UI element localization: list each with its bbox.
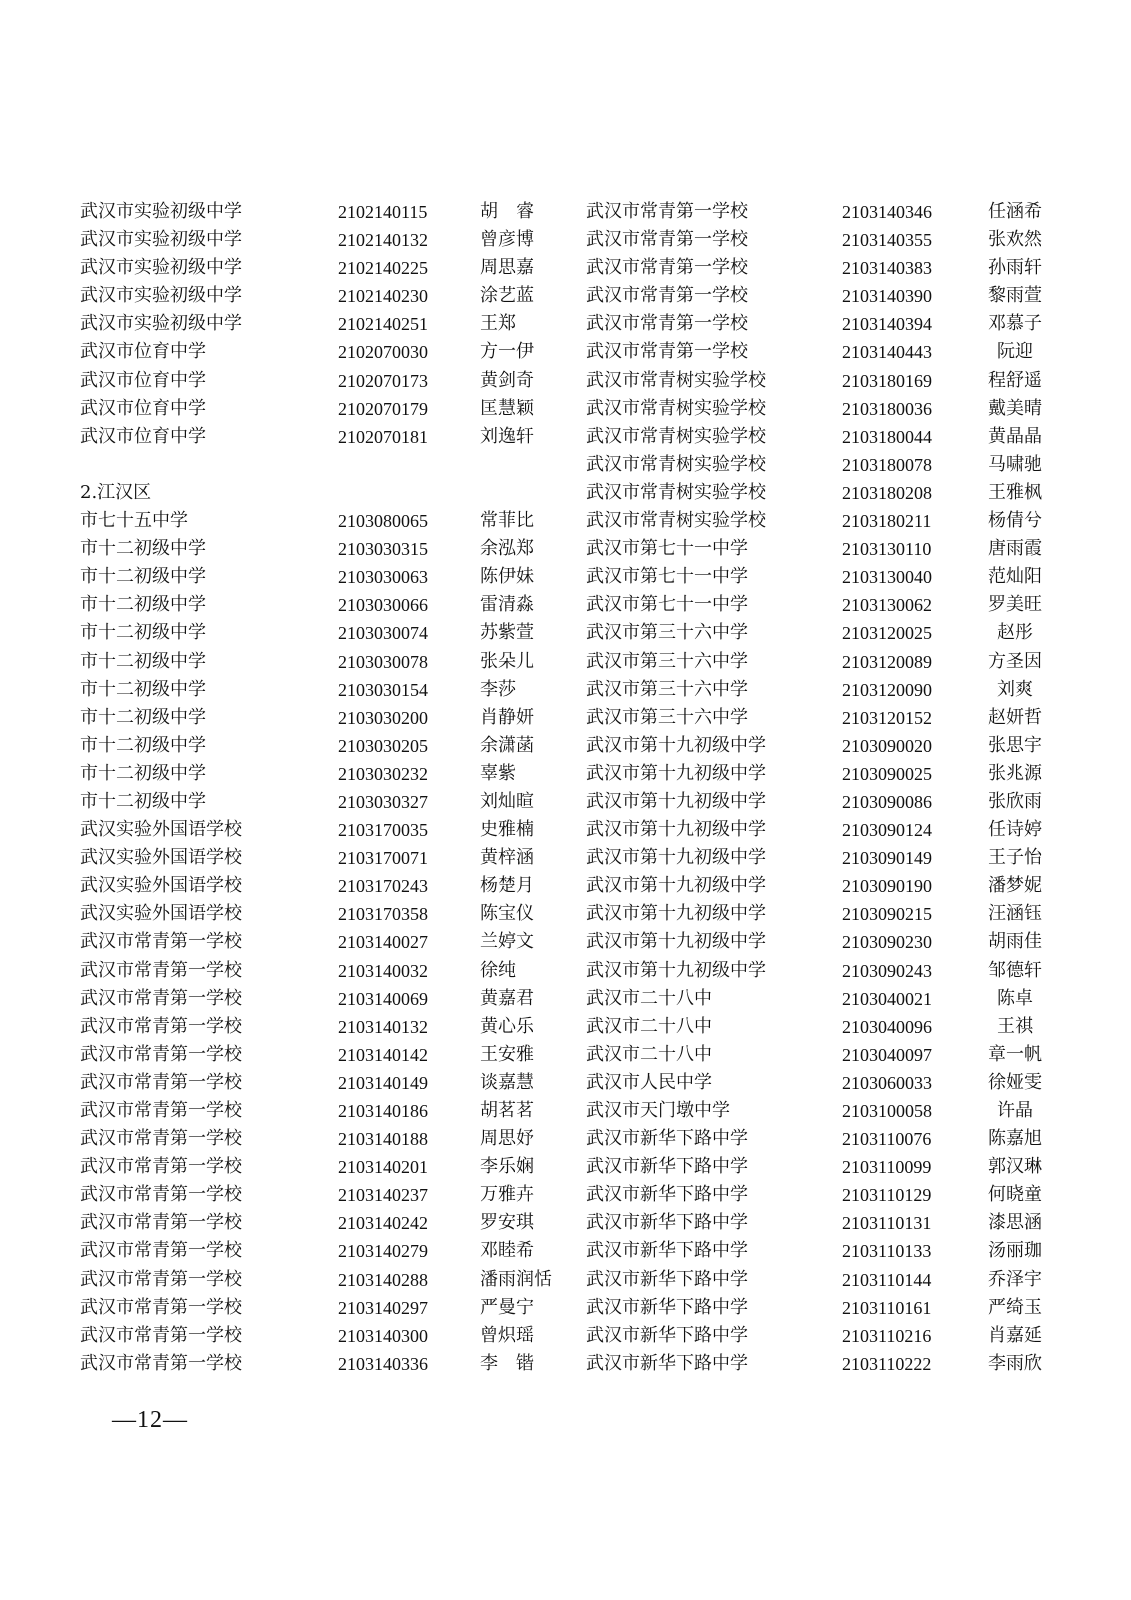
school-cell: 武汉市实验初级中学: [80, 201, 242, 222]
id-cell: 2102140225: [338, 258, 428, 279]
name-cell: 黄嘉君: [480, 987, 534, 1009]
school-cell: 武汉市第三十六中学: [586, 706, 748, 728]
section-title: 2.江汉区: [80, 481, 152, 503]
name-cell: 程舒遥: [988, 369, 1042, 391]
name-cell: 辜紫: [480, 762, 516, 784]
school-cell: 武汉市第三十六中学: [586, 678, 748, 700]
name-cell: 谈嘉慧: [480, 1071, 534, 1093]
id-cell: 2103090215: [842, 904, 932, 925]
name-cell: 何晓童: [988, 1184, 1042, 1206]
school-cell: 武汉市常青第一学校: [80, 1352, 242, 1374]
name-cell: 方一伊: [480, 341, 534, 363]
blank-line: [80, 451, 151, 479]
id-cell: 2103180169: [842, 370, 932, 391]
name-cell: 汤丽珈: [988, 1240, 1042, 1262]
school-cell: 武汉市新华下路中学: [586, 1212, 748, 1234]
id-cell: 2103030315: [338, 539, 428, 560]
school-cell: 武汉市新华下路中学: [586, 1184, 748, 1206]
name-cell: 赵妍哲: [988, 706, 1042, 728]
id-cell: 2103110133: [842, 1241, 932, 1262]
id-cell: 2103120025: [842, 623, 932, 644]
school-cell: 武汉市第十九初级中学: [586, 875, 766, 897]
id-cell: 2103090230: [842, 932, 932, 953]
id-cell: 2103090149: [842, 848, 932, 869]
name-cell: 李雨欣: [988, 1352, 1042, 1374]
name-cell: 唐雨霞: [988, 538, 1042, 560]
id-cell: 2102140132: [338, 230, 428, 251]
id-cell: 2103040096: [842, 1016, 932, 1037]
name-cell: 严绮玉: [988, 1296, 1042, 1318]
name-cell: 李乐娴: [480, 1156, 534, 1178]
name-cell: 肖嘉延: [988, 1324, 1042, 1346]
school-cell: 武汉市常青第一学校: [80, 1268, 242, 1290]
id-cell: 2103030327: [338, 791, 428, 812]
left-list-top: [80, 198, 534, 451]
name-cell: 史雅楠: [480, 819, 534, 841]
school-cell: 武汉市常青第一学校: [586, 257, 748, 279]
school-cell: 武汉市常青第一学校: [80, 1128, 242, 1150]
name-cell: 王子怡: [988, 847, 1042, 869]
school-cell: 武汉市常青第一学校: [80, 1043, 242, 1065]
name-cell: 汪涵钰: [988, 903, 1042, 925]
id-cell: 2103170243: [338, 876, 428, 897]
id-cell: 2103170071: [338, 848, 428, 869]
school-cell: 武汉市常青第一学校: [586, 285, 748, 307]
name-cell: 李 锴: [480, 1352, 534, 1374]
table-row: [80, 957, 516, 985]
name-cell: 陈宝仪: [480, 903, 534, 925]
table-row: [80, 704, 534, 732]
name-cell: 王安雅: [480, 1043, 534, 1065]
school-cell: 武汉市常青第一学校: [80, 1324, 242, 1346]
school-cell: 武汉市常青第一学校: [80, 1296, 242, 1318]
school-cell: 武汉市常青第一学校: [80, 1240, 242, 1262]
table-row: [80, 1153, 534, 1181]
table-row: [80, 535, 534, 563]
id-cell: 2103140383: [842, 258, 932, 279]
table-row: [80, 1266, 552, 1294]
school-cell: 武汉实验外国语学校: [80, 903, 242, 925]
id-cell: 2103130040: [842, 567, 932, 588]
school-cell: 武汉市第三十六中学: [586, 650, 748, 672]
id-cell: 2103140336: [338, 1353, 428, 1374]
school-cell: 武汉市第七十一中学: [586, 594, 748, 616]
id-cell: 2103090243: [842, 960, 932, 981]
id-cell: 2103110161: [842, 1297, 932, 1318]
name-cell: 黎雨萱: [988, 285, 1042, 307]
school-cell: 武汉实验外国语学校: [80, 819, 242, 841]
name-cell: 周思嘉: [480, 257, 534, 279]
id-cell: 2103180211: [842, 511, 932, 532]
id-cell: 2103170035: [338, 820, 428, 841]
name-cell: 胡 睿: [480, 201, 534, 222]
school-cell: 武汉市第十九初级中学: [586, 734, 766, 756]
id-cell: 2103180078: [842, 454, 932, 475]
name-cell: 胡茗茗: [480, 1100, 534, 1121]
left-column: [80, 198, 552, 1378]
name-cell: 方圣因: [988, 650, 1042, 672]
name-cell: 张朵儿: [480, 650, 534, 672]
table-row: [80, 1041, 534, 1069]
name-cell: 任涵希: [988, 201, 1042, 222]
school-cell: 武汉市常青树实验学校: [586, 369, 766, 391]
id-cell: 2103030066: [338, 595, 428, 616]
school-cell: 市十二初级中学: [80, 538, 206, 560]
school-cell: 武汉市第七十一中学: [586, 538, 748, 560]
id-cell: 2103110099: [842, 1157, 932, 1178]
name-cell: 孙雨轩: [988, 257, 1042, 279]
name-cell: 张思宇: [988, 734, 1042, 756]
table-row: [80, 619, 534, 647]
id-cell: 2103040021: [842, 988, 932, 1009]
id-cell: 2103110131: [842, 1213, 932, 1234]
school-cell: 武汉市常青第一学校: [80, 1156, 242, 1178]
table-row: [80, 1181, 534, 1209]
school-cell: 武汉市实验初级中学: [80, 285, 242, 307]
school-cell: 武汉市位育中学: [80, 369, 206, 391]
table-row: [80, 760, 516, 788]
name-cell: 乔泽宇: [988, 1268, 1042, 1290]
table-row: [80, 591, 534, 619]
name-cell: 范灿阳: [988, 566, 1042, 588]
school-cell: 武汉市二十八中: [586, 1015, 712, 1037]
name-cell: 余潇菡: [480, 734, 534, 756]
left-list-bottom: [80, 507, 552, 1378]
name-cell: 杨倩兮: [988, 510, 1042, 532]
id-cell: 2103030063: [338, 567, 428, 588]
table-row: [80, 1125, 534, 1153]
school-cell: 武汉市常青第一学校: [586, 341, 748, 363]
id-cell: 2103030232: [338, 763, 428, 784]
table-row: [80, 282, 534, 310]
school-cell: 市七十五中学: [80, 510, 188, 532]
id-cell: 2102140115: [338, 202, 428, 222]
name-cell: 王祺: [997, 1015, 1033, 1037]
school-cell: 武汉市第十九初级中学: [586, 959, 766, 981]
school-cell: 武汉市新华下路中学: [586, 1296, 748, 1318]
table-row: [80, 788, 534, 816]
name-cell: 邹德轩: [988, 959, 1042, 981]
school-cell: 武汉市常青树实验学校: [586, 510, 766, 532]
id-cell: 2103090086: [842, 791, 932, 812]
name-cell: 赵彤: [997, 622, 1033, 644]
table-row: [80, 198, 534, 226]
name-cell: 徐娅雯: [988, 1071, 1042, 1093]
id-cell: 2103140069: [338, 988, 428, 1009]
name-cell: 匡慧颖: [480, 397, 534, 419]
school-cell: 武汉实验外国语学校: [80, 875, 242, 897]
id-cell: 2103180208: [842, 482, 932, 503]
table-row: [80, 928, 534, 956]
table-row: [80, 1237, 534, 1265]
name-cell: 王雅枫: [988, 481, 1042, 503]
name-cell: 李莎: [480, 678, 516, 700]
id-cell: 2103100058: [842, 1101, 932, 1121]
id-cell: 2103080065: [338, 511, 428, 532]
id-cell: 2103040097: [842, 1044, 932, 1065]
school-cell: 武汉市常青第一学校: [80, 959, 242, 981]
school-cell: 市十二初级中学: [80, 594, 206, 616]
id-cell: 2103090020: [842, 735, 932, 756]
name-cell: 万雅卉: [480, 1184, 534, 1206]
school-cell: 武汉市天门墩中学: [586, 1100, 730, 1121]
school-cell: 市十二初级中学: [80, 706, 206, 728]
id-cell: 2103030205: [338, 735, 428, 756]
school-cell: 武汉市常青树实验学校: [586, 481, 766, 503]
table-row: [80, 648, 534, 676]
id-cell: 2103180036: [842, 398, 932, 419]
table-row: [80, 732, 534, 760]
id-cell: 2103060033: [842, 1072, 932, 1093]
name-cell: 漆思涵: [988, 1212, 1042, 1234]
school-cell: 武汉市新华下路中学: [586, 1156, 748, 1178]
school-cell: 市十二初级中学: [80, 762, 206, 784]
name-cell: 严曼宁: [480, 1296, 534, 1318]
id-cell: 2103140132: [338, 1016, 428, 1037]
id-cell: 2103090190: [842, 876, 932, 897]
name-cell: 涂艺蓝: [480, 285, 534, 307]
table-row: [80, 254, 534, 282]
name-cell: 苏紫萱: [480, 622, 534, 644]
table-row: [80, 338, 534, 366]
id-cell: 2103140142: [338, 1044, 428, 1065]
table-row: [80, 226, 534, 254]
school-cell: 武汉市常青第一学校: [586, 229, 748, 251]
id-cell: 2103140149: [338, 1072, 428, 1093]
id-cell: 2103130062: [842, 595, 932, 616]
table-row: [80, 676, 516, 704]
id-cell: 2103140027: [338, 932, 428, 953]
table-row: [80, 872, 534, 900]
table-row: [80, 844, 534, 872]
id-cell: 2102140251: [338, 314, 428, 335]
name-cell: 杨楚月: [480, 875, 534, 897]
name-cell: 刘逸轩: [480, 425, 534, 447]
name-cell: 章一帆: [988, 1043, 1042, 1065]
name-cell: 许晶: [997, 1100, 1033, 1121]
school-cell: 武汉市常青第一学校: [586, 201, 748, 222]
id-cell: 2103030078: [338, 651, 428, 672]
school-cell: 武汉实验外国语学校: [80, 847, 242, 869]
id-cell: 2103140288: [338, 1269, 428, 1290]
name-cell: 阮迎: [997, 341, 1033, 363]
name-cell: 兰婷文: [480, 931, 534, 953]
id-cell: 2103140394: [842, 314, 932, 335]
name-cell: 任诗婷: [988, 819, 1042, 841]
school-cell: 武汉市常青第一学校: [80, 1071, 242, 1093]
id-cell: 2103180044: [842, 426, 932, 447]
school-cell: 武汉市第十九初级中学: [586, 931, 766, 953]
id-cell: 2103120089: [842, 651, 932, 672]
id-cell: 2102070181: [338, 426, 428, 447]
table-row: [80, 1013, 534, 1041]
school-cell: 武汉市常青树实验学校: [586, 453, 766, 475]
name-cell: 郭汉琳: [988, 1156, 1042, 1178]
school-cell: 武汉市常青第一学校: [80, 1184, 242, 1206]
page-number: —12—: [112, 1407, 188, 1433]
name-cell: 陈伊妹: [480, 566, 534, 588]
school-cell: 武汉市第十九初级中学: [586, 847, 766, 869]
name-cell: 张欢然: [988, 229, 1042, 251]
school-cell: 市十二初级中学: [80, 734, 206, 756]
id-cell: 2103110129: [842, 1185, 932, 1206]
table-row: [80, 563, 534, 591]
school-cell: 市十二初级中学: [80, 678, 206, 700]
name-cell: 潘雨润恬: [480, 1268, 552, 1290]
school-cell: 武汉市实验初级中学: [80, 229, 242, 251]
name-cell: 王郑: [480, 313, 516, 335]
name-cell: 曾彦博: [480, 229, 534, 251]
name-cell: 马啸驰: [988, 453, 1042, 475]
id-cell: 2102070179: [338, 398, 428, 419]
name-cell: 刘爽: [997, 678, 1033, 700]
id-cell: 2102140230: [338, 286, 428, 307]
table-row: [80, 1069, 534, 1097]
table-row: [80, 985, 534, 1013]
name-cell: 潘梦妮: [988, 875, 1042, 897]
school-cell: 武汉市常青第一学校: [80, 987, 242, 1009]
table-row: [80, 1350, 534, 1378]
table-row: [80, 1322, 534, 1350]
school-cell: 武汉市常青树实验学校: [586, 397, 766, 419]
name-cell: 胡雨佳: [988, 931, 1042, 953]
id-cell: 2103030154: [338, 679, 428, 700]
id-cell: 2103140237: [338, 1185, 428, 1206]
name-cell: 曾炽瑶: [480, 1324, 534, 1346]
name-cell: 黄剑奇: [480, 369, 534, 391]
id-cell: 2103030074: [338, 623, 428, 644]
school-cell: 市十二初级中学: [80, 790, 206, 812]
table-row: [80, 367, 534, 395]
school-cell: 武汉市新华下路中学: [586, 1128, 748, 1150]
id-cell: 2103090025: [842, 763, 932, 784]
id-cell: 2103130110: [842, 539, 932, 560]
name-cell: 张兆源: [988, 762, 1042, 784]
school-cell: 武汉市位育中学: [80, 425, 206, 447]
id-cell: 2103140186: [338, 1101, 428, 1121]
id-cell: 2103140242: [338, 1213, 428, 1234]
school-cell: 武汉市实验初级中学: [80, 313, 242, 335]
school-cell: 武汉市常青第一学校: [80, 1212, 242, 1234]
school-cell: 武汉市第十九初级中学: [586, 903, 766, 925]
id-cell: 2103110144: [842, 1269, 932, 1290]
id-cell: 2103110076: [842, 1129, 932, 1150]
table-row: [80, 1294, 534, 1322]
name-cell: 黄晶晶: [988, 425, 1042, 447]
id-cell: 2103140390: [842, 286, 932, 307]
id-cell: 2103140201: [338, 1157, 428, 1178]
id-cell: 2103140188: [338, 1129, 428, 1150]
table-row: [80, 1097, 534, 1125]
school-cell: 武汉市常青第一学校: [80, 1100, 242, 1121]
school-cell: 武汉市新华下路中学: [586, 1352, 748, 1374]
name-cell: 黄梓涵: [480, 847, 534, 869]
school-cell: 市十二初级中学: [80, 650, 206, 672]
name-cell: 张欣雨: [988, 790, 1042, 812]
table-row: [80, 310, 516, 338]
name-cell: 邓慕子: [988, 313, 1042, 335]
id-cell: 2103110216: [842, 1325, 932, 1346]
school-cell: 武汉市人民中学: [586, 1071, 712, 1093]
id-cell: 2103090124: [842, 820, 932, 841]
name-cell: 邓睦希: [480, 1240, 534, 1262]
id-cell: 2103110222: [842, 1353, 932, 1374]
id-cell: 2103140032: [338, 960, 428, 981]
school-cell: 武汉市二十八中: [586, 987, 712, 1009]
school-cell: 市十二初级中学: [80, 566, 206, 588]
school-cell: 武汉市第十九初级中学: [586, 762, 766, 784]
id-cell: 2103140300: [338, 1325, 428, 1346]
table-row: [80, 900, 534, 928]
school-cell: 武汉市位育中学: [80, 341, 206, 363]
name-cell: 周思妤: [480, 1128, 534, 1150]
school-cell: 武汉市位育中学: [80, 397, 206, 419]
id-cell: 2102070030: [338, 342, 428, 363]
school-cell: 武汉市新华下路中学: [586, 1240, 748, 1262]
id-cell: 2103140443: [842, 342, 932, 363]
id-cell: 2103120152: [842, 707, 932, 728]
school-cell: 武汉市常青第一学校: [80, 1015, 242, 1037]
name-cell: 雷清淼: [480, 594, 534, 616]
school-cell: 武汉市常青第一学校: [80, 931, 242, 953]
name-cell: 常菲比: [480, 510, 534, 532]
school-cell: 武汉市常青第一学校: [586, 313, 748, 335]
school-cell: 武汉市新华下路中学: [586, 1324, 748, 1346]
school-cell: 武汉市实验初级中学: [80, 257, 242, 279]
school-cell: 市十二初级中学: [80, 622, 206, 644]
name-cell: 肖静妍: [480, 706, 534, 728]
table-row: [80, 423, 534, 451]
id-cell: 2103140346: [842, 202, 932, 222]
school-cell: 武汉市新华下路中学: [586, 1268, 748, 1290]
id-cell: 2103140297: [338, 1297, 428, 1318]
school-cell: 武汉市第十九初级中学: [586, 819, 766, 841]
id-cell: 2103140355: [842, 230, 932, 251]
school-cell: 武汉市第十九初级中学: [586, 790, 766, 812]
name-cell: 罗安琪: [480, 1212, 534, 1234]
id-cell: 2103140279: [338, 1241, 428, 1262]
name-cell: 戴美晴: [988, 397, 1042, 419]
school-cell: 武汉市第七十一中学: [586, 566, 748, 588]
school-cell: 武汉市二十八中: [586, 1043, 712, 1065]
name-cell: 余泓郑: [480, 538, 534, 560]
table-row: [80, 1209, 534, 1237]
id-cell: 2103030200: [338, 707, 428, 728]
table-row: [80, 395, 534, 423]
id-cell: 2102070173: [338, 370, 428, 391]
name-cell: 陈嘉旭: [988, 1128, 1042, 1150]
school-cell: 武汉市常青树实验学校: [586, 425, 766, 447]
name-cell: 黄心乐: [480, 1015, 534, 1037]
table-row: [80, 816, 534, 844]
id-cell: 2103120090: [842, 679, 932, 700]
id-cell: 2103170358: [338, 904, 428, 925]
table-row: [80, 507, 534, 535]
name-cell: 徐纯: [480, 959, 516, 981]
name-cell: 罗美旺: [988, 594, 1042, 616]
school-cell: 武汉市第三十六中学: [586, 622, 748, 644]
name-cell: 陈卓: [997, 987, 1033, 1009]
name-cell: 刘灿暄: [480, 790, 534, 812]
